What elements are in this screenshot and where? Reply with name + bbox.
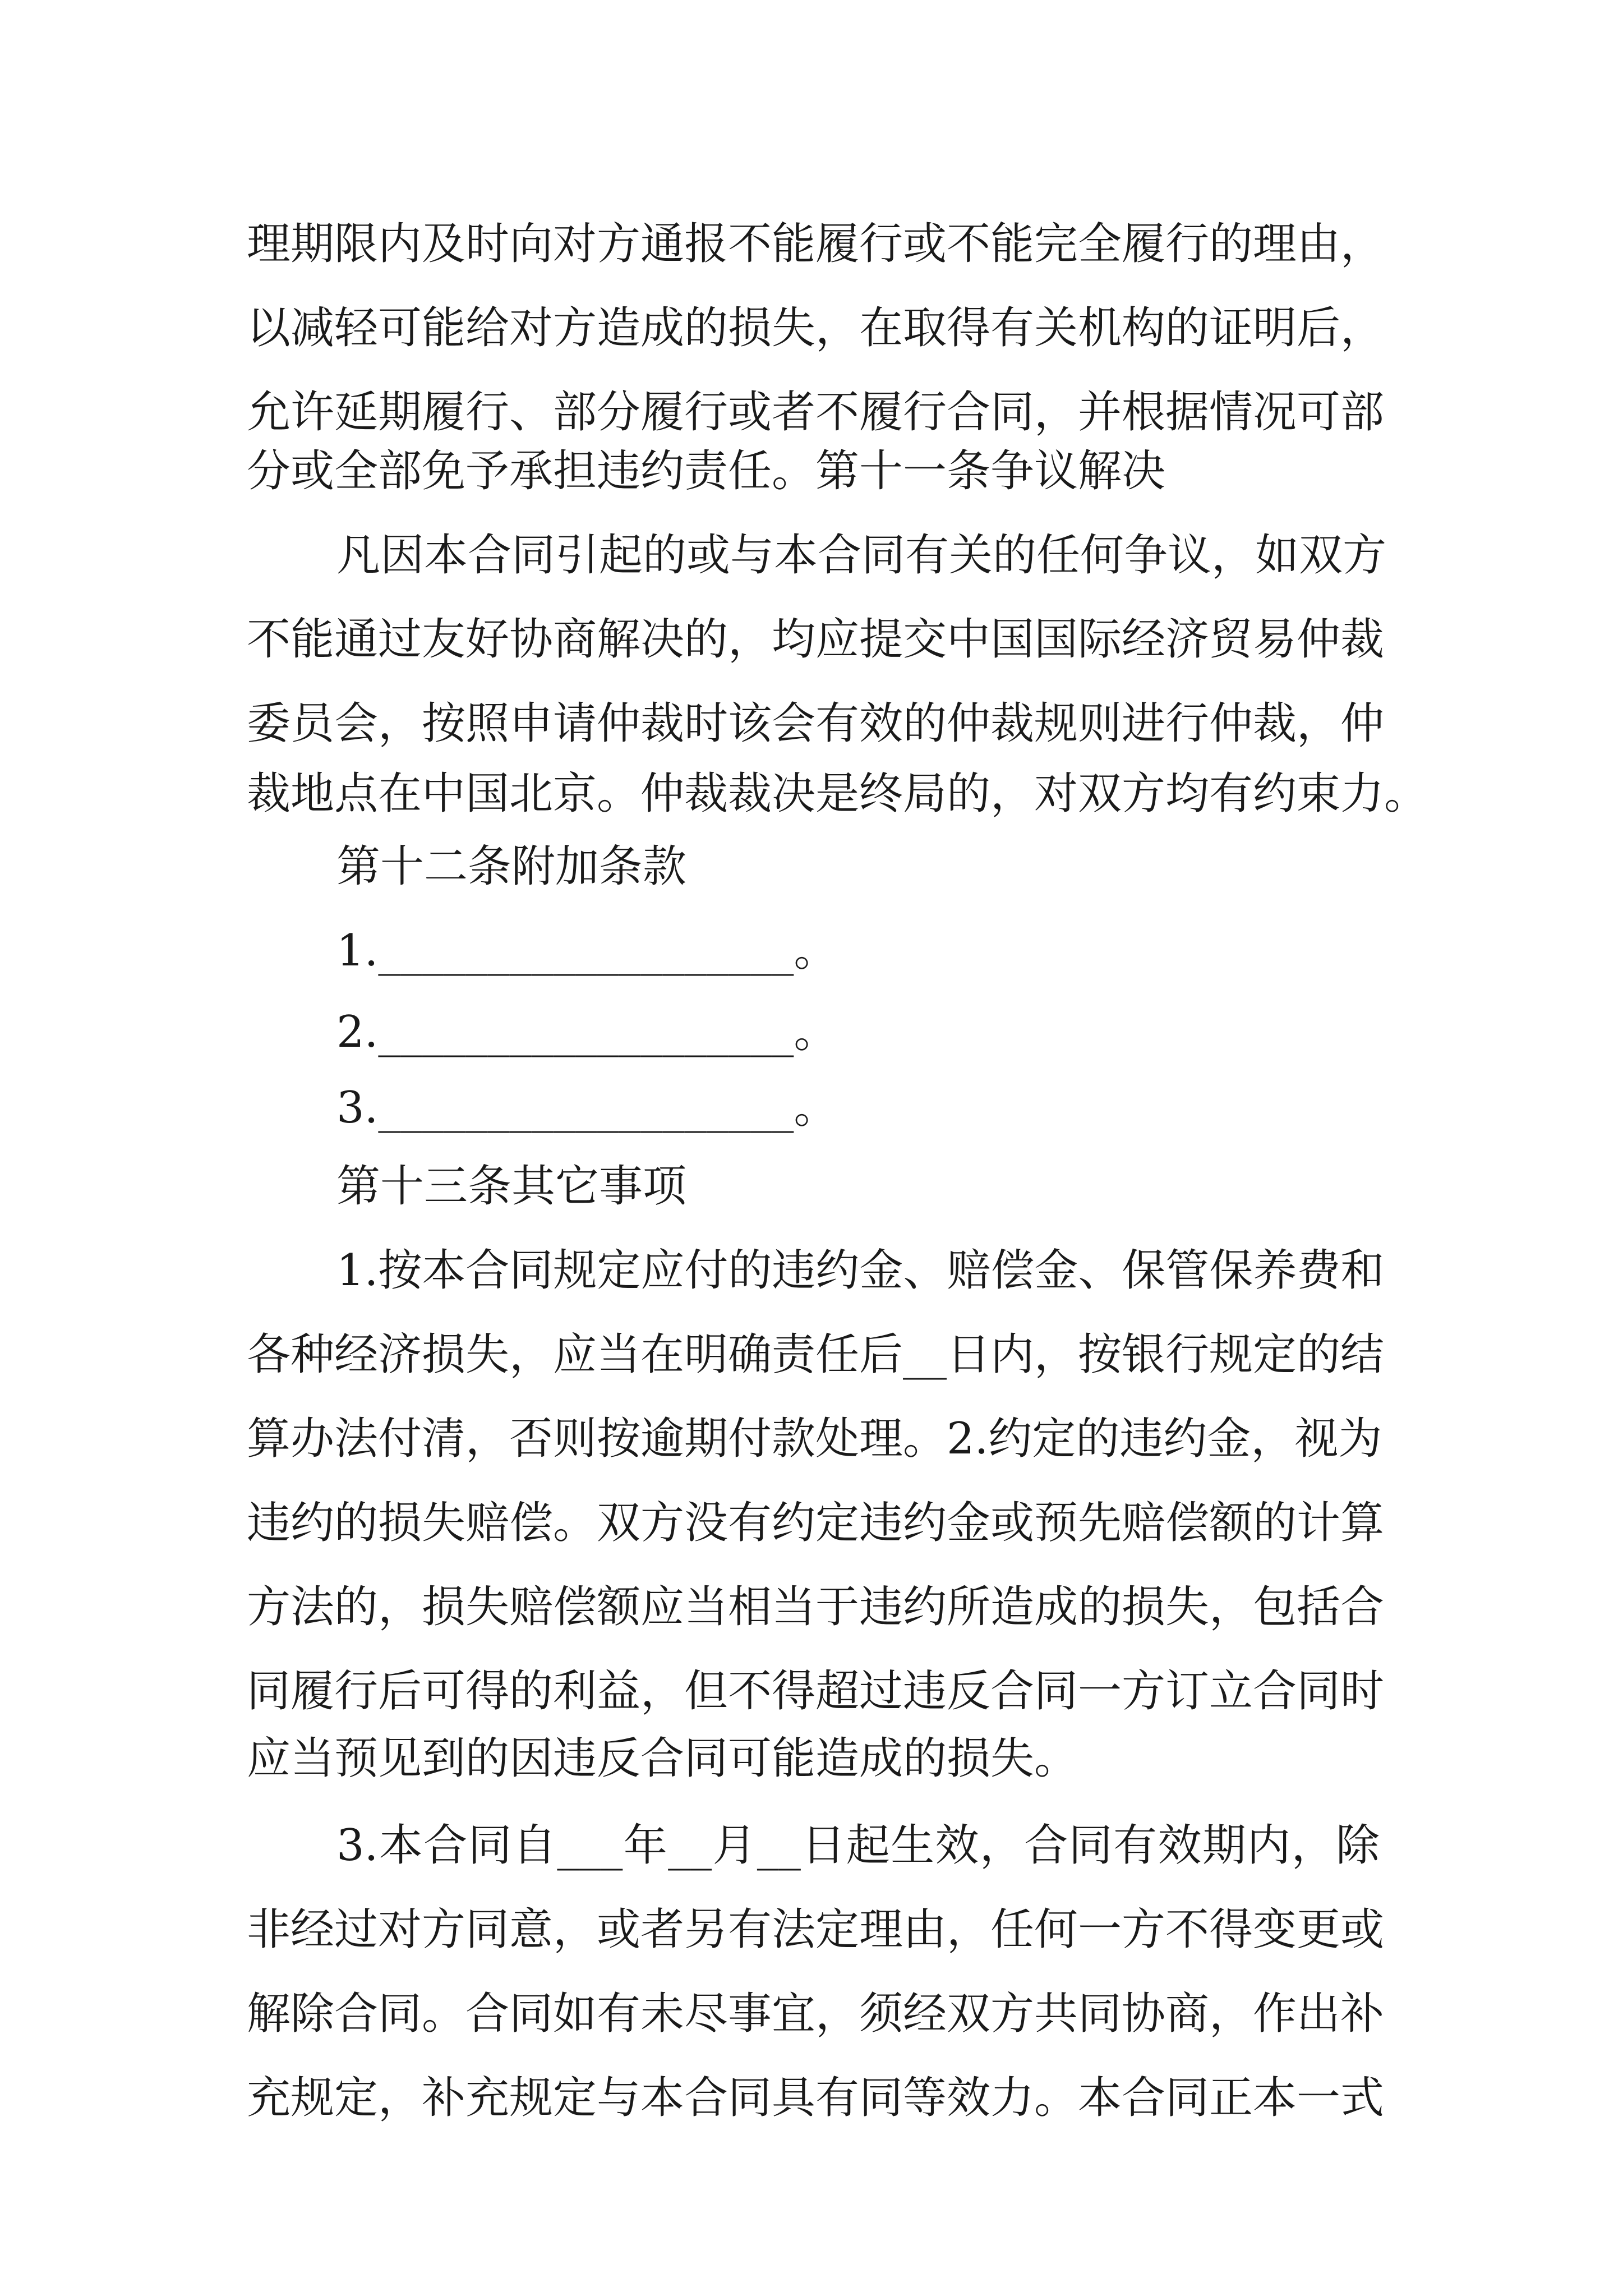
text-line: 理期限内及时向对方通报不能履行或不能完全履行的理由， (247, 219, 1385, 269)
blank-item: 1.___________________。 (336, 926, 838, 976)
text-line: 各种经济损失，应当在明确责任后__日内，按银行规定的结 (247, 1329, 1385, 1380)
blank-item: 2.___________________。 (336, 1007, 838, 1057)
text-line: 同履行后可得的利益，但不得超过违反合同一方订立合同时 (247, 1666, 1385, 1717)
text-line: 方法的，损失赔偿额应当相当于违约所造成的损失，包括合 (247, 1582, 1385, 1632)
text-line: 3.本合同自___年__月__日起生效，合同有效期内，除 (336, 1820, 1380, 1871)
section-heading: 第十三条其它事项 (336, 1161, 687, 1212)
text-line: 允许延期履行、部分履行或者不履行合同，并根据情况可部 (247, 387, 1385, 438)
text-line: 算办法付清，否则按逾期付款处理。2.约定的违约金，视为 (247, 1414, 1382, 1464)
text-line: 以减轻可能给对方造成的损失，在取得有关机构的证明后， (247, 303, 1385, 353)
text-line: 非经过对方同意，或者另有法定理由，任何一方不得变更或 (247, 1904, 1385, 1955)
text-line: 1.按本合同规定应付的违约金、赔偿金、保管保养费和 (336, 1245, 1385, 1296)
text-line: 违约的损失赔偿。双方没有约定违约金或预先赔偿额的计算 (247, 1498, 1385, 1548)
text-line: 不能通过友好协商解决的，均应提交中国国际经济贸易仲裁 (247, 614, 1385, 665)
blank-item: 3.___________________。 (336, 1083, 838, 1133)
text-line: 裁地点在中国北京。仲裁裁决是终局的，对双方均有约束力。 (247, 769, 1428, 819)
text-line: 凡因本合同引起的或与本合同有关的任何争议，如双方 (336, 530, 1387, 581)
section-heading: 第十二条附加条款 (336, 841, 687, 892)
text-line: 分或全部免予承担违约责任。第十一条争议解决 (247, 446, 1166, 496)
text-line: 充规定，补充规定与本合同具有同等效力。本合同正本一式 (247, 2073, 1385, 2123)
text-line: 解除合同。合同如有未尽事宜，须经双方共同协商，作出补 (247, 1989, 1385, 2039)
text-line: 应当预见到的因违反合同可能造成的损失。 (247, 1733, 1078, 1784)
text-line: 委员会，按照申请仲裁时该会有效的仲裁规则进行仲裁，仲 (247, 698, 1385, 749)
